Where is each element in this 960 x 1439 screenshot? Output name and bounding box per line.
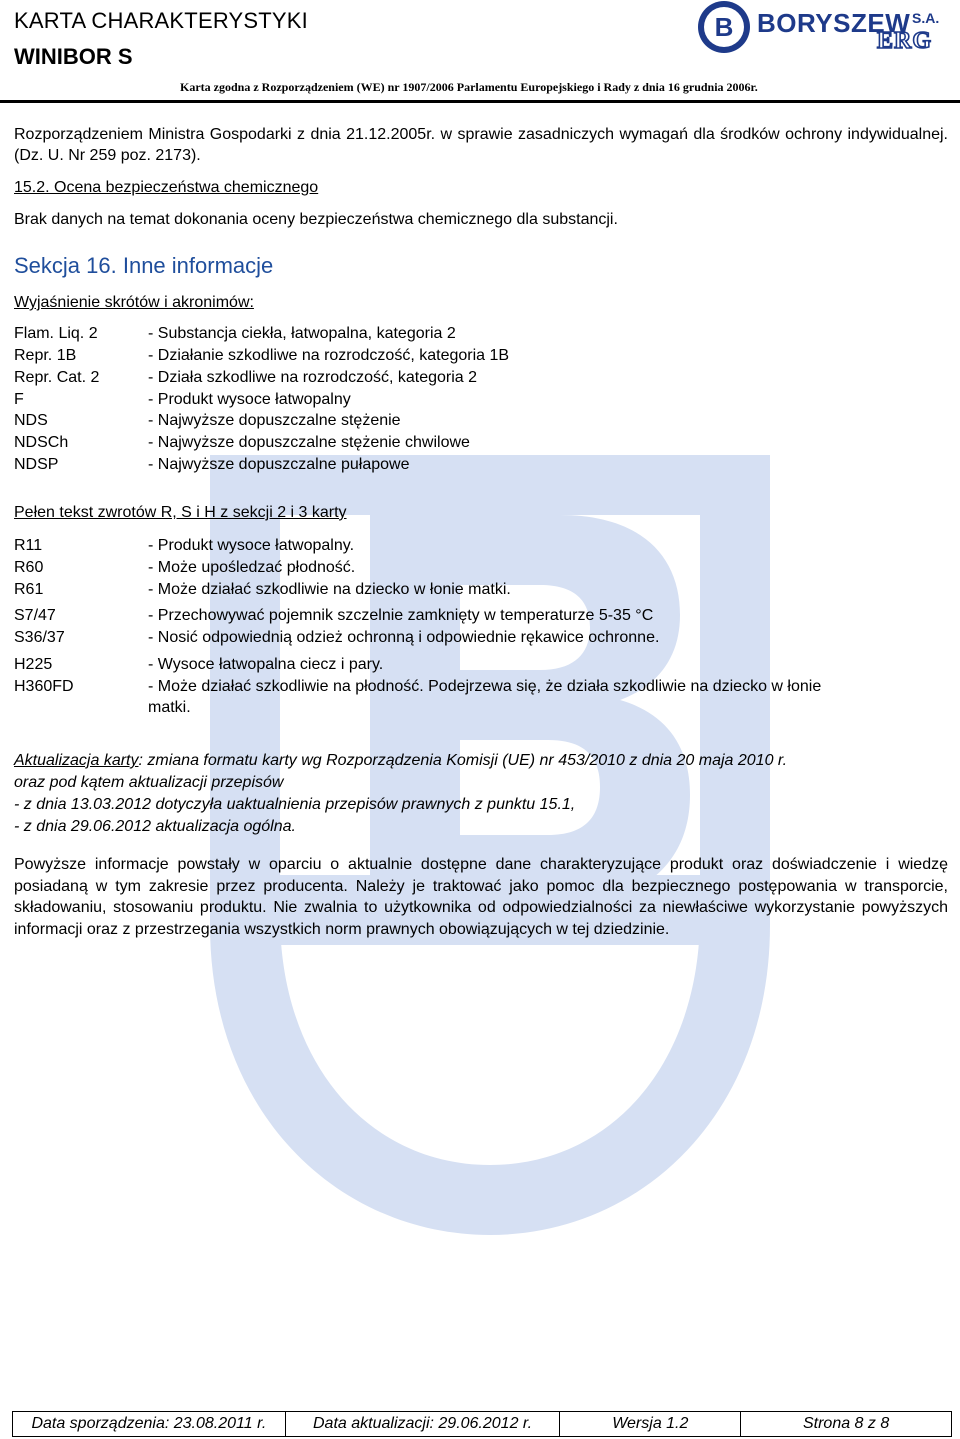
logo-wordmark: BORYSZEW bbox=[757, 8, 911, 38]
abbreviation-description: - Najwyższe dopuszczalne pułapowe bbox=[148, 456, 410, 473]
footer-updated-date: Data aktualizacji: 29.06.2012 r. bbox=[286, 1412, 561, 1436]
update-line-3: - z dnia 13.03.2012 dotyczyła uaktualnienia przepisów prawnych z punktu 15.1, bbox=[14, 796, 576, 813]
update-text: : zmiana formatu karty wg Rozporządzenia Komisji (UE) nr 453/2010 z dnia 20 maja 2010 r. bbox=[138, 752, 788, 769]
phrase-description-continued: matki. bbox=[148, 699, 191, 716]
abbreviation-code: NDS bbox=[14, 412, 48, 429]
product-name: WINIBOR S bbox=[14, 44, 133, 69]
document-type-title: KARTA CHARAKTERYSTYKI bbox=[14, 8, 308, 33]
section-15-2-text: Brak danych na temat dokonania oceny bezpieczeństwa chemicznego dla substancji. bbox=[14, 211, 618, 228]
phrase-description: - Może upośledzać płodność. bbox=[148, 559, 356, 576]
abbreviation-description: - Najwyższe dopuszczalne stężenie bbox=[148, 412, 401, 429]
logo-erg: ERG bbox=[877, 28, 933, 54]
logo-sa: S.A. bbox=[912, 10, 940, 26]
abbreviation-code: NDSP bbox=[14, 456, 59, 473]
section-15-2-heading: 15.2. Ocena bezpieczeństwa chemicznego bbox=[14, 179, 319, 196]
abbreviation-description: - Substancja ciekła, łatwopalna, kategoria 2 bbox=[148, 325, 456, 342]
update-line-4: - z dnia 29.06.2012 aktualizacja ogólna. bbox=[14, 818, 296, 835]
phrase-description: - Może działać szkodliwie na płodność. Podejrzewa się, że działa szkodliwie na dziecko w łonie bbox=[148, 678, 822, 695]
intro-paragraph: Rozporządzeniem Ministra Gospodarki z dnia 21.12.2005r. w sprawie zasadniczych wymagań dla środków ochrony indywidualnej. (Dz. U. Nr 259 poz. 2173). bbox=[14, 126, 948, 164]
phrase-code: S36/37 bbox=[14, 629, 65, 646]
abbreviations-heading: Wyjaśnienie skrótów i akronimów: bbox=[14, 294, 254, 311]
phrase-code: R11 bbox=[14, 537, 43, 554]
update-label: Aktualizacja karty bbox=[14, 752, 139, 769]
phrase-description: - Przechowywać pojemnik szczelnie zamknięty w temperaturze 5-35 °C bbox=[148, 607, 654, 624]
footer-version: Wersja 1.2 bbox=[560, 1412, 741, 1436]
logo-badge-icon bbox=[697, 0, 751, 54]
abbreviation-code: Flam. Liq. 2 bbox=[14, 325, 98, 342]
phrases-heading: Pełen tekst zwrotów R, S i H z sekcji 2 i 3 karty bbox=[14, 504, 347, 521]
abbreviation-code: Repr. 1B bbox=[14, 347, 77, 364]
abbreviation-description: - Działa szkodliwe na rozrodczość, kategoria 2 bbox=[148, 369, 478, 386]
abbreviation-description: - Najwyższe dopuszczalne stężenie chwilowe bbox=[148, 434, 470, 451]
update-line-1 bbox=[14, 750, 787, 771]
phrase-code: R61 bbox=[14, 581, 44, 598]
abbreviation-description: - Działanie szkodliwe na rozrodczość, kategoria 1B bbox=[148, 347, 510, 364]
phrase-description: - Produkt wysoce łatwopalny. bbox=[148, 537, 355, 554]
regulation-note: Karta zgodna z Rozporządzeniem (WE) nr 1907/2006 Parlamentu Europejskiego i Rady z dnia 16 grudnia 2006r. bbox=[180, 80, 758, 94]
company-logo bbox=[697, 0, 947, 58]
phrase-description: - Wysoce łatwopalna ciecz i pary. bbox=[148, 656, 384, 673]
phrase-description: - Nosić odpowiednią odzież ochronną i odpowiednie rękawice ochronne. bbox=[148, 629, 660, 646]
disclaimer-paragraph: Powyższe informacje powstały w oparciu o aktualnie dostępne dane charakteryzujące produkt oraz doświadczenie i wiedzę posiadaną w tym zakresie przez producenta. Należy je traktować jako pomoc dla bezpiecznego postępowania w transporcie, składowaniu, stosowaniu produktu. Nie zwalnia to użytkownika od odpowiedzialności za niewłaściwe wykorzystanie powyższych informacji oraz z przestrzegania wszystkich norm prawnych obowiązujących w tej dziedzinie. bbox=[14, 856, 948, 938]
phrase-description: - Może działać szkodliwie na dziecko w łonie matki. bbox=[148, 581, 511, 598]
page-footer bbox=[12, 1411, 952, 1437]
update-line-2: oraz pod kątem aktualizacji przepisów bbox=[14, 774, 284, 791]
abbreviation-code: Repr. Cat. 2 bbox=[14, 369, 100, 386]
header-divider bbox=[0, 100, 960, 103]
section-16-heading: Sekcja 16. Inne informacje bbox=[14, 253, 274, 278]
phrase-code: R60 bbox=[14, 559, 44, 576]
logo-badge-letter: B bbox=[714, 12, 734, 42]
footer-page-number: Strona 8 z 8 bbox=[802, 1415, 890, 1432]
phrase-code: H360FD bbox=[14, 678, 74, 695]
abbreviation-code: NDSCh bbox=[14, 434, 69, 451]
phrase-code: S7/47 bbox=[14, 607, 56, 624]
phrase-code: H225 bbox=[14, 656, 53, 673]
abbreviation-code: F bbox=[14, 391, 24, 408]
abbreviation-description: - Produkt wysoce łatwopalny bbox=[148, 391, 351, 408]
footer-prepared-date: Data sporządzenia: 23.08.2011 r. bbox=[13, 1412, 286, 1436]
